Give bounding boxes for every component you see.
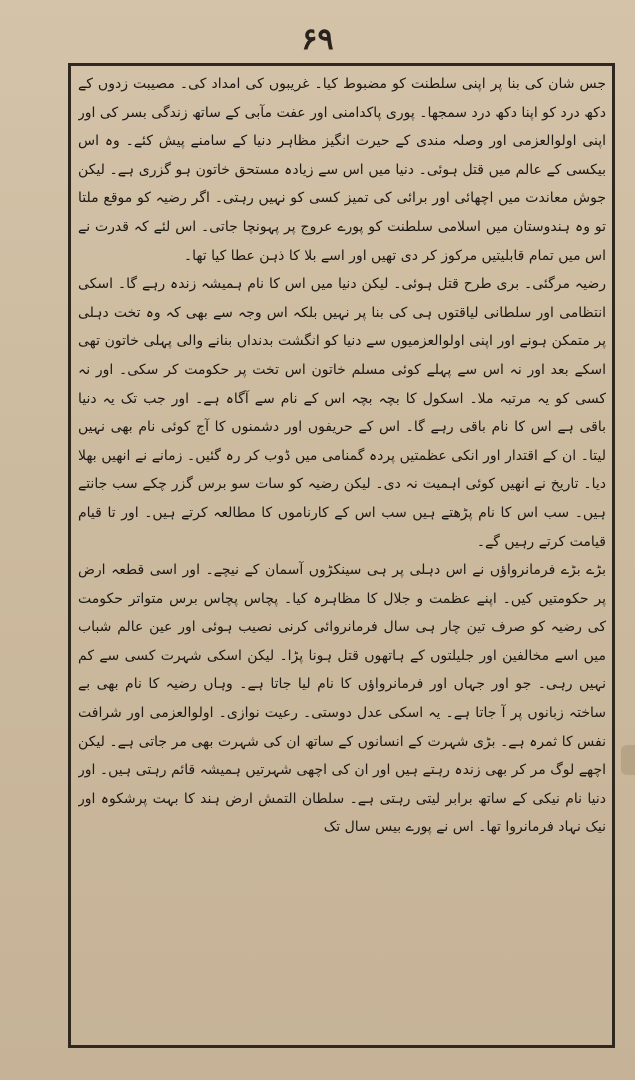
page-number: ۶۹ xyxy=(301,22,334,57)
urdu-text-body xyxy=(78,70,606,1040)
page-edge-fold xyxy=(621,745,635,775)
paragraph-3: بڑے بڑے فرمانرواؤں نے اس دہلی پر ہی سینکڑوں آسمان کے نیچے۔ اور اسی قطعہ ارض پر حکومتیں کیں۔ اپنے عظمت و جلال کا مظاہرہ کیا۔ پچاس پچاس برس متواتر حکومت کی رضیہ کو صرف تین چار ہی سال فرمانروائی کرنی نصیب ہوئی اور عین عالم شباب میں اسے مخالفین اور جلیلتوں کے ہاتھوں قتل ہونا پڑا۔ لیکن اسکی شہرت کسی سے کم نہیں رہی۔ جو اور جہاں اور فرمانرواؤں کا نام لیا جاتا ہے۔ وہاں رضیہ کا نام بھی بے ساختہ زبانوں پر آ جاتا ہے۔ یہ اسکی عدل دوستی۔ رعیت نوازی۔ اولوالعزمی اور شرافت نفس کا ثمرہ ہے۔ بڑی شہرت کے انسانوں کے ساتھ ان کی شہرت بھی مر جاتی ہے۔ لیکن اچھے لوگ مر کر بھی زندہ رہتے ہیں اور ان کی اچھی شہرتیں ہمیشہ قائم رہتی ہیں۔ اور دنیا نام نیکی کے ساتھ برابر لیتی رہتی ہے۔ سلطان التمش ارض ہند کا بہت پرشکوہ اور نیک نہاد فرمانروا تھا۔ اس نے پورے بیس سال تک xyxy=(78,562,606,836)
paragraph-2: رضیہ مرگئی۔ بری طرح قتل ہوئی۔ لیکن دنیا میں اس کا نام ہمیشہ زندہ رہے گا۔ اسکی انتظامی اور سلطانی لیاقتوں ہی کی بنا پر نہیں بلکہ اس وجہ سے بھی کہ وہ تخت دہلی پر متمکن ہونے اور اپنی اولوالعزمیوں سے دنیا کو انگشت بدنداں بنانے والی پہلی خاتون تھی اسکے بعد اور نہ اس سے پہلے کوئی مسلم خاتون اس تخت پر حکومت کر سکی۔ اور نہ کسی کو یہ مرتبہ ملا۔ اسکول کا بچہ بچہ اس کے نام سے آگاہ ہے۔ اور جب تک یہ دنیا باقی ہے اس کا نام باقی رہے گا۔ اس کے حریفوں اور دشمنوں کا آج کوئی نام بھی نہیں لیتا۔ ان کے اقتدار اور انکی عظمتیں پردہ گمنامی میں ڈوب کر رہ گئیں۔ زمانے نے انھیں بھلا دیا۔ تاریخ نے انھیں کوئی اہمیت نہ دی۔ لیکن رضیہ کو سات سو برس گزر چکے سب جانتے ہیں۔ سب اس کا نام پڑھتے ہیں سب اس کے کارناموں کا مطالعہ کرتے ہیں۔ اور تا قیام قیامت کرتے رہیں گے۔ xyxy=(78,276,606,550)
paragraph-1: جس شان کی بنا پر اپنی سلطنت کو مضبوط کیا۔ غریبوں کی امداد کی۔ مصیبت زدوں کے دکھ درد کو اپنا دکھ درد سمجھا۔ پوری پاکدامنی اور عفت مآبی کے ساتھ زندگی بسر کی اور اپنی اولوالعزمی اور وصلہ مندی کے حیرت انگیز مظاہر دنیا کے سامنے پیش کئے۔ وہ اس بیکسی کے عالم میں قتل ہوئی۔ دنیا میں اس سے زیادہ مستحق خاتون ہو گزری ہے۔ لیکن جوش معاندت میں اچھائی اور برائی کی تمیز کسی کو نہیں رہتی۔ اگر رضیہ کو موقع ملتا تو وہ ہندوستان میں اسلامی سلطنت کو پورے عروج پر پہونچا جاتی۔ اس لئے کہ قدرت نے اس میں تمام قابلیتیں مرکوز کر دی تھیں اور اسے بلا کا ذہن عطا کیا تھا۔ xyxy=(78,76,606,264)
